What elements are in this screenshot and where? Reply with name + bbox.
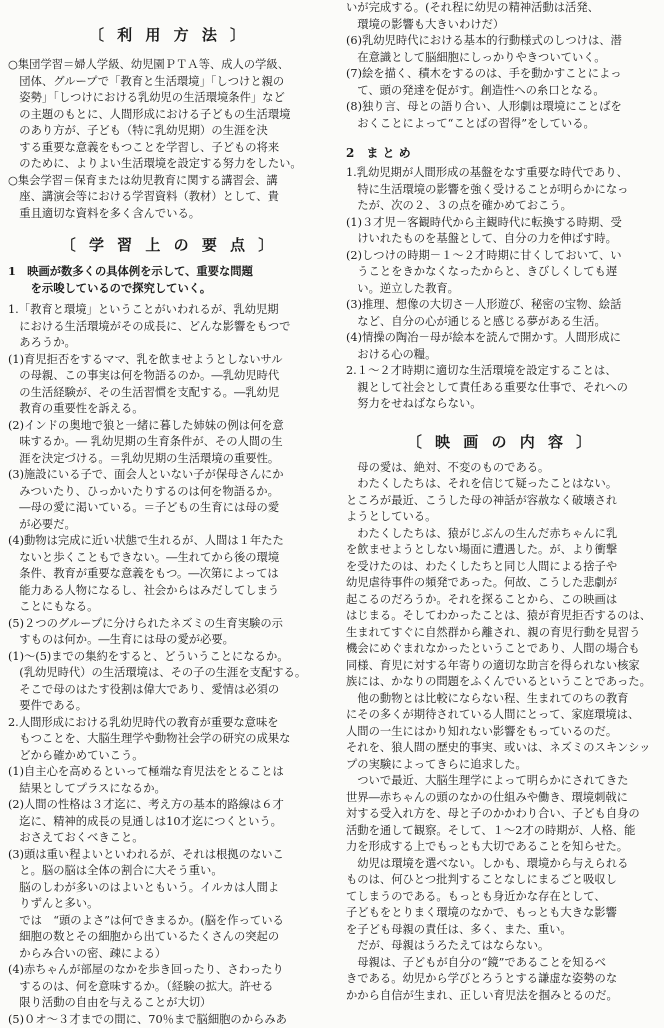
text-line: おさえておくべきこと。 [8,830,330,847]
text-line: ものは、何ひとつ批判することなしにまるごと吸収し [346,872,656,889]
text-line: 機会にめぐまれなかったということであり、人間の場合も [346,641,656,658]
text-line: 母の愛は、絶対、不変のものである。 [346,460,656,477]
text-line: (3)頭は重い程よいといわれるが、それは根拠のないこ [8,847,330,864]
text-line: ―母の愛に渇いている。＝子どもの生育には母の愛 [8,500,330,517]
text-line: おくことによって“ことばの習得”をしている。 [346,116,656,133]
text-line: 幼児虐待事件の頻発であった。何故、こうした悲劇が [346,575,656,592]
text-line: てしまうのである。もっとも身近かな存在として、 [346,889,656,906]
text-line: 対する受入れ方を、母と子のかかわり合い、子ども自身の [346,806,656,823]
text-line: すものは何か。―生育には母の愛が必要。 [8,632,330,649]
film-content-heading: 〔 映 画 の 内 容 〕 [346,431,656,452]
text-line: を子ども母親の責任は、多く、また、重い。 [346,922,656,939]
text-line: 幼児は環境を選べない。しかも、環境から与えられる [346,856,656,873]
film-content-body [346,460,656,1005]
text-line: かから自信が生まれ、正しい育児法を掴みとるのだ。 [346,988,656,1005]
text-line: 細胞の数とその細胞から出ているたくさんの突起の [8,929,330,946]
text-line: 親として社会として責任ある重要な仕事で、それへの [346,380,656,397]
text-line: 姿勢」「しつけにおける乳幼児の生活環境条件」など [8,90,330,107]
text-line: 他の動物とは比較にならない程、生まれてのちの教育 [346,691,656,708]
text-line: 重且適切な資料を多く含んでいる。 [8,206,330,223]
text-line: など、自分の心が通じると感じる夢がある生活。 [346,314,656,331]
text-line: 1.乳幼児期が人間形成の基盤をなす重要な時代であり、 [346,165,656,182]
text-line: おける心の糧。 [346,347,656,364]
text-line: そこで母のはたす役割は偉大であり、愛情は必須の [8,682,330,699]
text-line: (7)絵を描く、積木をするのは、手を動かすことによっ [346,66,656,83]
text-line: 1 映画が数多くの具体例を示して、重要な問題 [8,263,330,280]
learning-points-continued [346,0,656,132]
text-line: の生活経験が、その生活習慣を支配する。―乳幼児 [8,385,330,402]
text-line: ないと歩くこともできない。―生れてから後の環境 [8,550,330,567]
text-line: (2)インドの奥地で狼と一緒に暮した姉妹の例は何を意 [8,418,330,435]
text-line: 特に生活環境の影響を強く受けることが明らかになっ [346,182,656,199]
text-line: て、頭の発達を促がす。創造性への糸口となる。 [346,83,656,100]
text-line: 2.人間形成における乳幼児時代の教育が重要な意味を [8,715,330,732]
text-line: 座、講演会等における学習資料（教材）として、貴 [8,189,330,206]
right-column [346,0,656,1004]
text-line: どから確かめていこう。 [8,748,330,765]
text-line: わたくしたちは、それを信じて疑ったことはない。 [346,476,656,493]
section-1-intro [8,263,330,296]
text-line: みついたり、ひっかいたりするのは何を物語るか。 [8,484,330,501]
text-line: 団体、グループで「教育と生活環境」「しつけと親の [8,74,330,91]
text-line: 脳のしわが多いのはよいともいう。イルカは人間よ [8,880,330,897]
text-line: 力を形成する上でもっとも大切であることを知らせた。 [346,839,656,856]
text-line: (5)２つのグループに分けられたネズミの生育実験の示 [8,616,330,633]
text-line: 起こるのだろうか。それを探ることから、この映画は [346,592,656,609]
text-line: 教育の重要性を訴える。 [8,401,330,418]
text-line: 世界―赤ちゃんの頭のなかの仕組みや働き、環境刺戟に [346,790,656,807]
learning-points-heading: 〔 学 習 上 の 要 点 〕 [8,234,330,255]
usage-section [8,57,330,222]
text-line: 条件、教育が重要な意義をもつ。―次第によっては [8,566,330,583]
text-line: (4)動物は完成に近い状態で生れるが、人間は１年たた [8,533,330,550]
text-line: からみ合いの密、疎による） [8,946,330,963]
text-line: ○集団学習＝婦人学級、幼児園ＰＴＡ等、成人の学級、 [8,57,330,74]
text-line: を飲ませようとしない場面に遭遇した。が、より衝撃 [346,542,656,559]
text-line: けいれたものを基盤として、自分の力を伸ばす時。 [346,231,656,248]
text-line: (乳幼児時代）の生活環境は、その子の生涯を支配する。 [8,665,330,682]
text-line: (8)独り言、母との語り合い、人形劇は環境にことばを [346,99,656,116]
text-line: と。脳の脳は全体の割合に大そう重い。 [8,863,330,880]
text-line: する重要な意義をもつことを学習し、子どもの将来 [8,140,330,157]
text-line: (1)３才児－客観時代から主観時代に転換する時期、受 [346,215,656,232]
text-line: するのは、何を意味するか。（経験の拡大。許せる [8,979,330,996]
text-line: 族には、かなりの問題をふくんでいるということであった。 [346,674,656,691]
text-line: のあり方が、子ども（特に乳幼児期）の生涯を決 [8,123,330,140]
text-line: (4)赤ちゃんが部屋のなかを歩き回ったり、さわったり [8,962,330,979]
text-line: 子どもをとりまく環境のなかで、もっとも大きな影響 [346,905,656,922]
text-line: (2)しつけの時期－１～２才時期に甘くしておいて、い [346,248,656,265]
text-line: たが、次の２、３の点を確かめておこう。 [346,198,656,215]
text-line: 同様、育児に対する年寄りの適切な助言を得られない核家 [346,658,656,675]
text-line: わたくしたちは、猿がじぶんの生んだ赤ちゃんに乳 [346,526,656,543]
text-line: りずんと多い。 [8,896,330,913]
text-line: が必要だ。 [8,517,330,534]
text-line: い。逆立した教育。 [346,281,656,298]
text-line: では “頭のよさ”は何できまるか。(脳を作っている [8,913,330,930]
usage-heading: 〔 利 用 方 法 〕 [8,24,330,45]
text-line: うことをきかなくなったからと、きびしくしても遅 [346,264,656,281]
text-line: プの実験によってきらに追求した。 [346,757,656,774]
text-line: の母親、この事実は何を物語るのか。―乳幼児時代 [8,368,330,385]
text-line: を受けたのは、わたくしたちと同じ人間による捨子や [346,559,656,576]
text-line: あろうか。 [8,335,330,352]
text-line: 限り活動の自由を与えることが大切） [8,995,330,1012]
text-line: (3)施設にいる子で、面会人といない子が保母さんにか [8,467,330,484]
text-line: いが完成する。(それ程に幼児の精神活動は活発、 [346,0,656,17]
text-line: (2)人間の性格は３才迄に、考え方の基本的路線は６才 [8,797,330,814]
text-line: それを、狼人間の歴史的事実、或いは、ネズミのスキンシッ [346,740,656,757]
text-line: 人間の一生にはかり知れない影響をもっているのだ。 [346,724,656,741]
text-line: (4)情操の陶冶－母が絵本を読んで開かす。人間形成に [346,330,656,347]
text-line: (5)０オ～３才までの間に、70％まで脳細胞のからみあ [8,1012,330,1028]
text-line: ようとしている。 [346,509,656,526]
text-line: 在意識として脳細胞にしっかりやきついていく。 [346,50,656,67]
summary-heading: 2 ま と め [346,144,656,161]
learning-points-body [8,302,330,1028]
text-line: 生まれてすぐに自然群から離され、親の育児行動を見習う [346,625,656,642]
text-line: 1.「教育と環境」ということがいわれるが、乳幼児期 [8,302,330,319]
text-line: (3)推理、想像の大切さ－人形遊び、秘密の宝物、絵話 [346,297,656,314]
text-line: における生活環境がその成長に、どんな影響をもつで [8,319,330,336]
text-line: 迄に、精神的成長の見通しは10才迄につくという。 [8,814,330,831]
text-line: ついで最近、大脳生理学によって明らかにされてきた [346,773,656,790]
text-line: ことにもなる。 [8,599,330,616]
text-line: はじまる。そしてわかったことは、猿が育児拒否するのは、 [346,608,656,625]
text-line: 努力をせねばならない。 [346,396,656,413]
text-line: だが、母親はうろたえてはならない。 [346,938,656,955]
text-line: の主題のもとに、人間形成における子どもの生活環境 [8,107,330,124]
text-line: 能力ある人物になるし、社会からはみだしてしまう [8,583,330,600]
text-line: 味するか。― 乳幼児期の生育条件が、その人間の生 [8,434,330,451]
text-line: のために、よりよい生活環境を設定する努力をしたい。 [8,156,330,173]
text-line: (1)育児拒否をするママ、乳を飲ませようとしないサル [8,352,330,369]
left-column [8,0,330,1028]
text-line: 涯を決定づける。＝乳幼児期の生活環境の重要性。 [8,451,330,468]
text-line: (1)～(5)までの集約をすると、どういうことになるか。 [8,649,330,666]
text-line: を示唆しているので探究していく。 [8,280,330,297]
text-line: ところが最近、こうした母の神話が容赦なく破壊され [346,493,656,510]
text-line: 環境の影響も大きいわけだ） [346,17,656,34]
text-line: (6)乳幼児時代における基本的行動様式のしつけは、潜 [346,33,656,50]
summary-section [346,165,656,413]
text-line: 母親は、子どもが自分の“鏡”であることを知るべ [346,955,656,972]
text-line: きである。幼児から学びとろうとする謙虚な姿勢のな [346,971,656,988]
text-line: ○集会学習＝保育または幼児教育に関する講習会、講 [8,173,330,190]
text-line: もつことを、大脳生理学や動物社会学の研究の成果な [8,731,330,748]
text-line: 2.１～２才時期に適切な生活環境を設定することは、 [346,363,656,380]
text-line: 結果としてプラスになるか。 [8,781,330,798]
text-line: 活動を通して観察。そして、１～2才の時期が、人格、能 [346,823,656,840]
text-line: にその多くが期待されている人間にとって、家庭環境は、 [346,707,656,724]
text-line: (1)自主心を高めるといって極端な育児法をとることは [8,764,330,781]
text-line: 要件である。 [8,698,330,715]
